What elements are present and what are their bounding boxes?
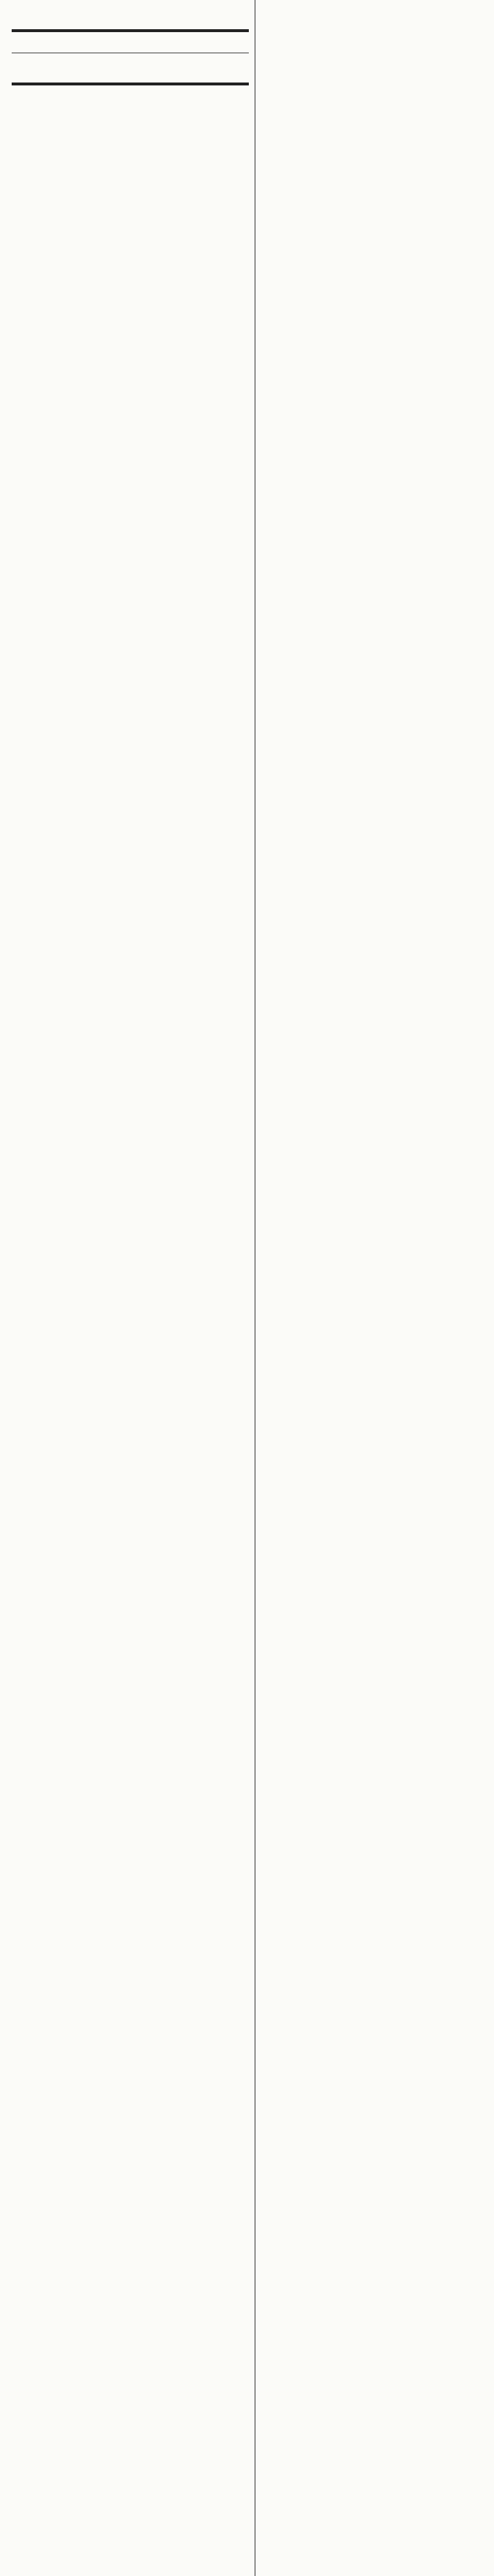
roll-of-honour-heading	[12, 0, 249, 19]
section-divider	[12, 29, 249, 32]
returned-heading	[12, 56, 249, 72]
active-service-heading	[12, 88, 249, 104]
section-divider	[12, 83, 249, 85]
left-column	[12, 0, 249, 115]
wounded-heading	[12, 35, 249, 51]
